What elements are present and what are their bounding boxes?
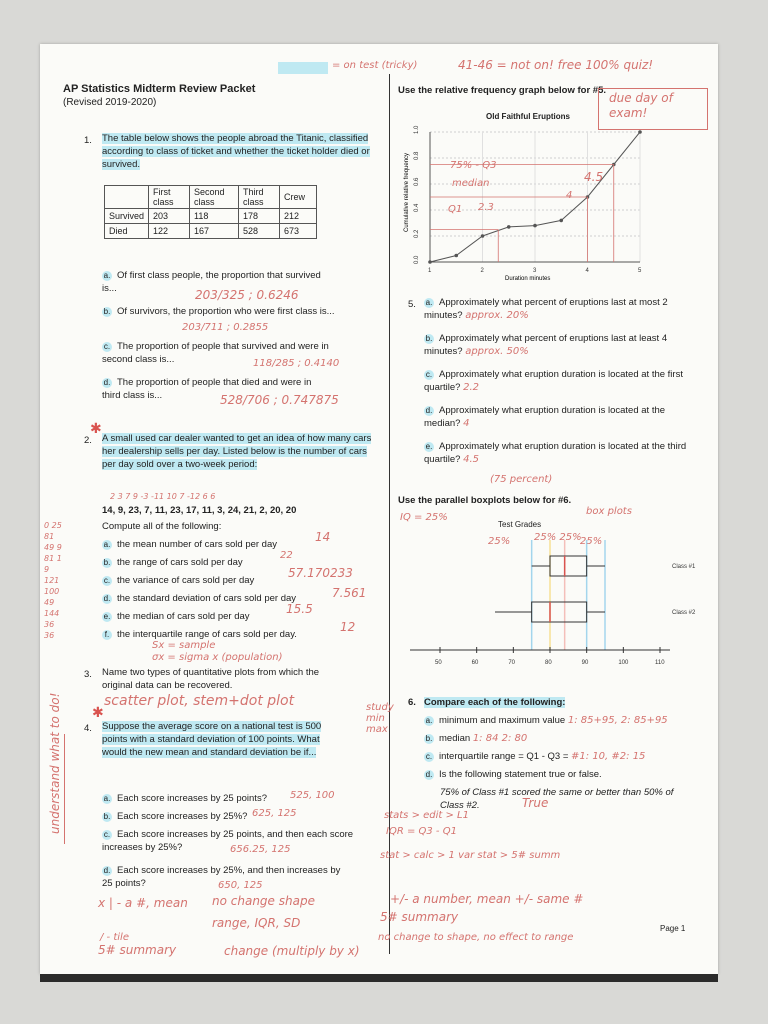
chart1-ytick: 0.8 [414,151,420,160]
chart1-xtick: 4 [585,268,589,274]
chart2-note-3: 25% [580,536,603,547]
chart1-point [638,130,642,134]
chart2-note-2: 25% 25% [534,532,582,543]
chart1-note-4: 4 [566,190,573,201]
q1d-answer: 528/706 ; 0.747875 [220,393,339,407]
boxplot-intro: Use the parallel boxplots below for #6. [398,495,572,506]
q4d: d. Each score increases by 25%, and then increases by 25 points? [102,865,341,889]
chart1-ytick: 0.4 [414,203,420,212]
q2b-answer: 22 [280,550,293,561]
boxplot-tick-label: 60 [471,660,479,666]
table-row: Died 122 167 528 673 [105,224,317,239]
note-boxplots: box plots [586,506,632,517]
table-header-cell: Third class [239,186,280,209]
column-divider [389,74,390,954]
boxplot-tick-label: 100 [618,660,629,666]
q5-note-75: (75 percent) [490,474,553,485]
q2b: b. the range of cars sold per day [103,557,243,568]
boxplot-box [550,556,587,576]
chart1-ytick: 0.6 [414,177,420,186]
q2-text: A small used car dealer wanted to get an idea of how many cars her dealership sells per day. Listed below is the number of cars per day sold over a two-week period: [102,433,372,470]
q2e: e. the median of cars sold per day [103,611,250,622]
q6-intro: Compare each of the following: [424,697,566,708]
chart1-note-q1: Q1 [448,204,463,215]
q2c-answer: 57.170233 [288,566,353,580]
boxplot-tick-label: 70 [508,660,516,666]
q5d: d. Approximately what eruption duration is located at the median? 4 [424,405,666,429]
q6-note-calc: stat > calc > 1 var stat > 5# summ [380,850,561,861]
page-number: Page 1 [660,924,686,933]
chart1-xlabel: Duration minutes [505,276,551,282]
q4-number: 4. [84,723,92,734]
q6a: a. minimum and maximum value 1: 85+95, 2: 85+95 [425,715,668,726]
note-on-test: = on test (tricky) [332,60,418,71]
boxplot-series-label: Class #1 [672,564,696,570]
q4a-answer: 525, 100 [290,790,335,801]
chart1-xtick: 5 [638,268,642,274]
q6-note-nochange: no change to shape, no effect to range [378,932,574,943]
q6-statement: 75% of Class #1 scored the same or better than 50% of Class #2. [440,787,674,811]
chart1-xtick: 2 [480,268,484,274]
chart2-note-1: 25% [488,536,511,547]
q1c-answer: 118/285 ; 0.4140 [253,358,340,369]
q1c: c. The proportion of people that survived and were in second class is... [102,341,329,365]
q6-note-5sum: 5# summary [380,910,459,924]
boxplot-tick-label: 80 [545,660,552,666]
q2a: a. the mean number of cars sold per day [103,539,278,550]
chart1-ytick: 0.0 [414,255,420,264]
chart1-xtick: 1 [428,268,432,274]
q4-note-5sum: 5# summary [98,943,177,957]
boxplot-tick-label: 110 [655,660,665,666]
q6-note-iqr: IQR = Q3 - Q1 [386,826,457,837]
q2d: d. the standard deviation of cars sold per day [103,593,297,604]
q2c: c. the variance of cars sold per day [103,575,255,586]
chart1-point [559,219,563,223]
q6-statement-answer: True [522,796,549,810]
q4-note-x: x | - a #, mean [98,896,188,910]
q2f-answer: 12 [340,620,356,634]
highlight-swatch [278,62,328,74]
relfreq-intro: Use the relative frequency graph below for #5. [398,85,607,96]
chart1-point [507,225,511,229]
q5a: a. Approximately what percent of eruptions last at most 2 minutes? approx. 20% [424,297,668,321]
boxplot-series-label: Class #2 [672,610,696,616]
worksheet-page [40,44,718,974]
table-header-cell [105,186,149,209]
table-header-cell: Second class [190,186,239,209]
boxplot-tick-label: 50 [435,660,442,666]
chart1-note-23: 2.3 [478,202,494,213]
table-header-cell: Crew [280,186,317,209]
q6-note-study: study min max [366,702,394,735]
chart1-point [454,254,458,258]
star-icon: ✱ [90,420,102,436]
q3-text: Name two types of quantitative plots from which the original data can be recovered. [102,667,320,691]
q6b: b. median 1: 84 2: 80 [425,733,528,744]
q4c: c. Each score increases by 25 points, and then each score increases by 25%? [102,829,354,853]
q1-number: 1. [84,135,92,146]
page-title: AP Statistics Midterm Review Packet [63,83,256,95]
q4-note-tile: / - tile [100,932,129,943]
q1a: a. Of first class people, the proportion that survived is... [102,270,321,294]
page-revised: (Revised 2019-2020) [63,97,157,108]
q4c-answer: 656.25, 125 [230,844,291,855]
chart1-ylabel: Cumulative relative frequency [404,152,410,232]
chart1-note-median: median [452,178,490,189]
q6-note-pm: +/- a number, mean +/- same # [390,892,584,906]
q3-answer: scatter plot, stem+dot plot [104,693,295,709]
q2-note-sx: Sx = sample [152,640,216,651]
q4b: b. Each score increases by 25%? [103,811,248,822]
boxplot-box [532,602,587,622]
q4a: a. Each score increases by 25 points? [103,793,267,804]
q5b: b. Approximately what percent of eruptions last at least 4 minutes? approx. 50% [424,333,668,357]
chart1-point [481,234,485,238]
q2a-answer: 14 [315,530,331,544]
table-header-cell: First class [149,186,190,209]
q6-note-stats: stats > edit > L1 [384,810,469,821]
chart1-point [428,260,432,264]
chart1-note-45: 4.5 [584,170,604,184]
q1a-answer: 203/325 ; 0.6246 [195,288,299,302]
note-iq: IQ = 25% [400,512,448,523]
q2-number: 2. [84,435,92,446]
q1-text: The table below shows the people abroad the Titanic, classified according to class of ticket and whether the ticket holder died or survived. [102,133,370,170]
star-icon: ✱ [92,704,104,720]
q2e-answer: 15.5 [286,602,313,616]
q1d: d. The proportion of people that died and were in third class is... [102,377,312,401]
chart1-ytick: 1.0 [414,125,420,134]
q6d: d. Is the following statement true or false. [425,769,602,780]
q4b-answer: 625, 125 [252,808,297,819]
chart1-xtick: 3 [533,268,537,274]
q4-note-change: change (multiply by x) [224,944,360,958]
cumulative-frequency-chart [400,122,650,282]
q2d-answer: 7.561 [332,586,367,600]
chart2-title: Test Grades [498,520,542,529]
q2-margin-numbers: 0 25 81 49 9 81 1 9 121 100 49 144 36 36 [44,521,62,640]
q4d-answer: 650, 125 [218,880,263,891]
table-row: Survived 203 118 178 212 [105,209,317,224]
chart1-note-q3: 75% - Q3 [450,160,497,171]
margin-bracket [64,734,65,844]
boxplot-tick-label: 90 [581,660,589,666]
q1b: b. Of survivors, the proportion who were first class is... [103,306,335,317]
bottom-edge [40,974,718,982]
due-note: due day of exam! [609,91,673,120]
q2f: f. the interquartile range of cars sold per day. [102,628,297,641]
note-free-quiz: 41-46 = not on! free 100% quiz! [458,58,654,72]
q4-side-note: understand what to do! [48,692,62,834]
test-grades-boxplot [400,532,700,682]
q6-number: 6. [408,697,416,708]
q3-number: 3. [84,669,92,680]
q2-note-diffs: 2 3 7 9 -3 -11 10 7 -12 6 6 [110,492,216,501]
q5c: c. Approximately what eruption duration is located at the first quartile? 2.2 [424,369,683,393]
q2-note-ox: σx = sigma x (population) [152,652,283,663]
q1b-answer: 203/711 ; 0.2855 [182,322,269,333]
chart1-title: Old Faithful Eruptions [486,112,570,121]
q2-data: 14, 9, 23, 7, 11, 23, 17, 11, 3, 24, 21, 2, 20, 20 [102,505,297,516]
q6c: c. interquartile range = Q1 - Q3 = #1: 10, #2: 15 [425,751,646,762]
q5e: e. Approximately what eruption duration is located at the third quartile? 4.5 [424,441,687,465]
titanic-table [104,185,317,239]
q4-note-range: range, IQR, SD [212,916,301,930]
q2-instruction: Compute all of the following: [102,521,222,532]
q5-number: 5. [408,299,416,310]
q4-note-noshape: no change shape [212,894,315,908]
q4-text: Suppose the average score on a national test is 500 points with a standard deviation of 100 points. What would the new mean and standard deviation be if... [102,721,322,758]
chart1-point [533,224,537,228]
chart1-ytick: 0.2 [414,229,420,238]
